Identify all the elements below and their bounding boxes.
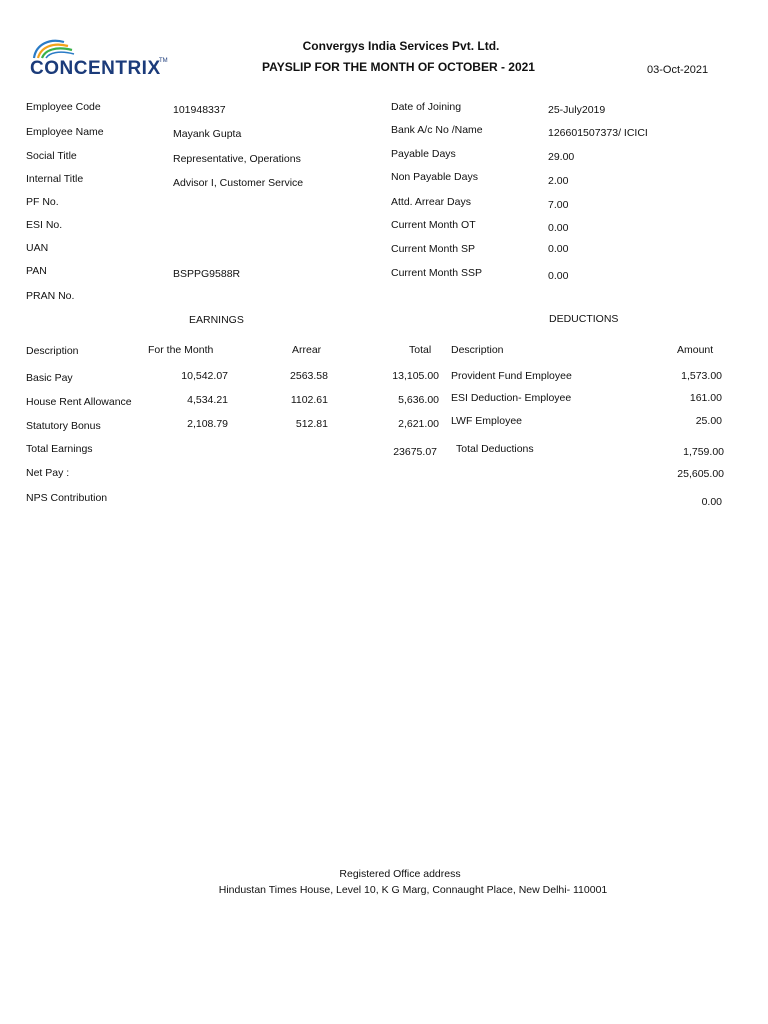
pf-no-label: PF No. — [26, 196, 59, 208]
total-earnings-value: 23675.07 — [393, 446, 437, 458]
earnings-row-month: 2,108.79 — [187, 418, 228, 430]
earnings-row-month: 10,542.07 — [181, 370, 228, 382]
earnings-row-arrear: 2563.58 — [290, 370, 328, 382]
payable-days-label: Payable Days — [391, 148, 456, 160]
net-pay-value: 25,605.00 — [677, 468, 724, 480]
earnings-row-arrear: 1102.61 — [290, 394, 328, 406]
pan-label: PAN — [26, 265, 47, 277]
current-month-ssp-value: 0.00 — [548, 270, 569, 282]
total-deductions-value: 1,759.00 — [683, 446, 724, 458]
date-of-joining-value: 25-July2019 — [548, 104, 606, 116]
deductions-col-amount: Amount — [677, 344, 714, 356]
logo-trademark: TM — [159, 58, 168, 64]
payslip-title: PAYSLIP FOR THE MONTH OF OCTOBER - 2021 — [262, 60, 535, 74]
payable-days-value: 29.00 — [548, 151, 575, 163]
earnings-row-month: 4,534.21 — [187, 394, 228, 406]
pran-no-label: PRAN No. — [26, 290, 75, 302]
net-pay-label: Net Pay : — [26, 467, 70, 479]
current-month-sp-value: 0.00 — [548, 243, 569, 255]
employee-code-label: Employee Code — [26, 101, 101, 113]
earnings-col-description: Description — [26, 345, 79, 357]
deductions-row-desc: ESI Deduction- Employee — [451, 392, 572, 404]
pan-value: BSPPG9588R — [173, 268, 241, 280]
social-title-value: Representative, Operations — [173, 153, 301, 165]
earnings-row-desc: House Rent Allowance — [26, 396, 132, 408]
earnings-row-total: 13,105.00 — [392, 370, 439, 382]
earnings-row-total: 2,621.00 — [398, 418, 439, 430]
social-title-label: Social Title — [26, 150, 77, 162]
current-month-ot-value: 0.00 — [548, 222, 569, 234]
employee-name-value: Mayank Gupta — [173, 128, 242, 140]
internal-title-label: Internal Title — [26, 173, 84, 185]
employee-name-label: Employee Name — [26, 126, 104, 138]
earnings-row-desc: Statutory Bonus — [26, 420, 101, 432]
company-name: Convergys India Services Pvt. Ltd. — [302, 39, 500, 53]
deductions-row-desc: LWF Employee — [451, 415, 522, 427]
bank-account-label: Bank A/c No /Name — [391, 124, 483, 136]
earnings-col-arrear: Arrear — [292, 344, 322, 356]
bank-account-value: 126601507373/ ICICI — [548, 127, 648, 139]
current-month-ssp-label: Current Month SSP — [391, 267, 483, 279]
earnings-col-total: Total — [409, 344, 432, 356]
total-deductions-label: Total Deductions — [456, 443, 534, 455]
current-month-ot-label: Current Month OT — [391, 219, 476, 231]
date-of-joining-label: Date of Joining — [391, 101, 462, 113]
non-payable-days-label: Non Payable Days — [391, 171, 478, 183]
deductions-heading: DEDUCTIONS — [549, 313, 619, 325]
deductions-row-amount: 161.00 — [689, 392, 722, 404]
current-month-sp-label: Current Month SP — [391, 243, 476, 255]
earnings-row-arrear: 512.81 — [295, 418, 328, 430]
esi-no-label: ESI No. — [26, 219, 63, 231]
attd-arrear-days-value: 7.00 — [548, 199, 569, 211]
nps-contribution-label: NPS Contribution — [26, 492, 108, 504]
registered-office-address: Hindustan Times House, Level 10, K G Marg, Connaught Place, New Delhi- 110001 — [218, 884, 608, 896]
deductions-col-description: Description — [451, 344, 504, 356]
total-earnings-label: Total Earnings — [26, 443, 93, 455]
deductions-row-amount: 1,573.00 — [681, 370, 722, 382]
earnings-row-total: 5,636.00 — [398, 394, 439, 406]
earnings-col-month: For the Month — [148, 344, 214, 356]
earnings-heading: EARNINGS — [189, 314, 244, 326]
payslip-date: 03-Oct-2021 — [647, 64, 709, 76]
employee-code-value: 101948337 — [173, 104, 226, 116]
nps-contribution-value: 0.00 — [701, 496, 722, 508]
internal-title-value: Advisor I, Customer Service — [173, 177, 304, 189]
uan-label: UAN — [26, 242, 49, 254]
deductions-row-amount: 25.00 — [695, 415, 722, 427]
deductions-row-desc: Provident Fund Employee — [451, 370, 572, 382]
attd-arrear-days-label: Attd. Arrear Days — [391, 196, 471, 208]
registered-office-heading: Registered Office address — [339, 868, 461, 880]
earnings-row-desc: Basic Pay — [26, 372, 73, 384]
non-payable-days-value: 2.00 — [548, 175, 569, 187]
logo-wordmark: CONCENTRIX — [30, 58, 161, 79]
